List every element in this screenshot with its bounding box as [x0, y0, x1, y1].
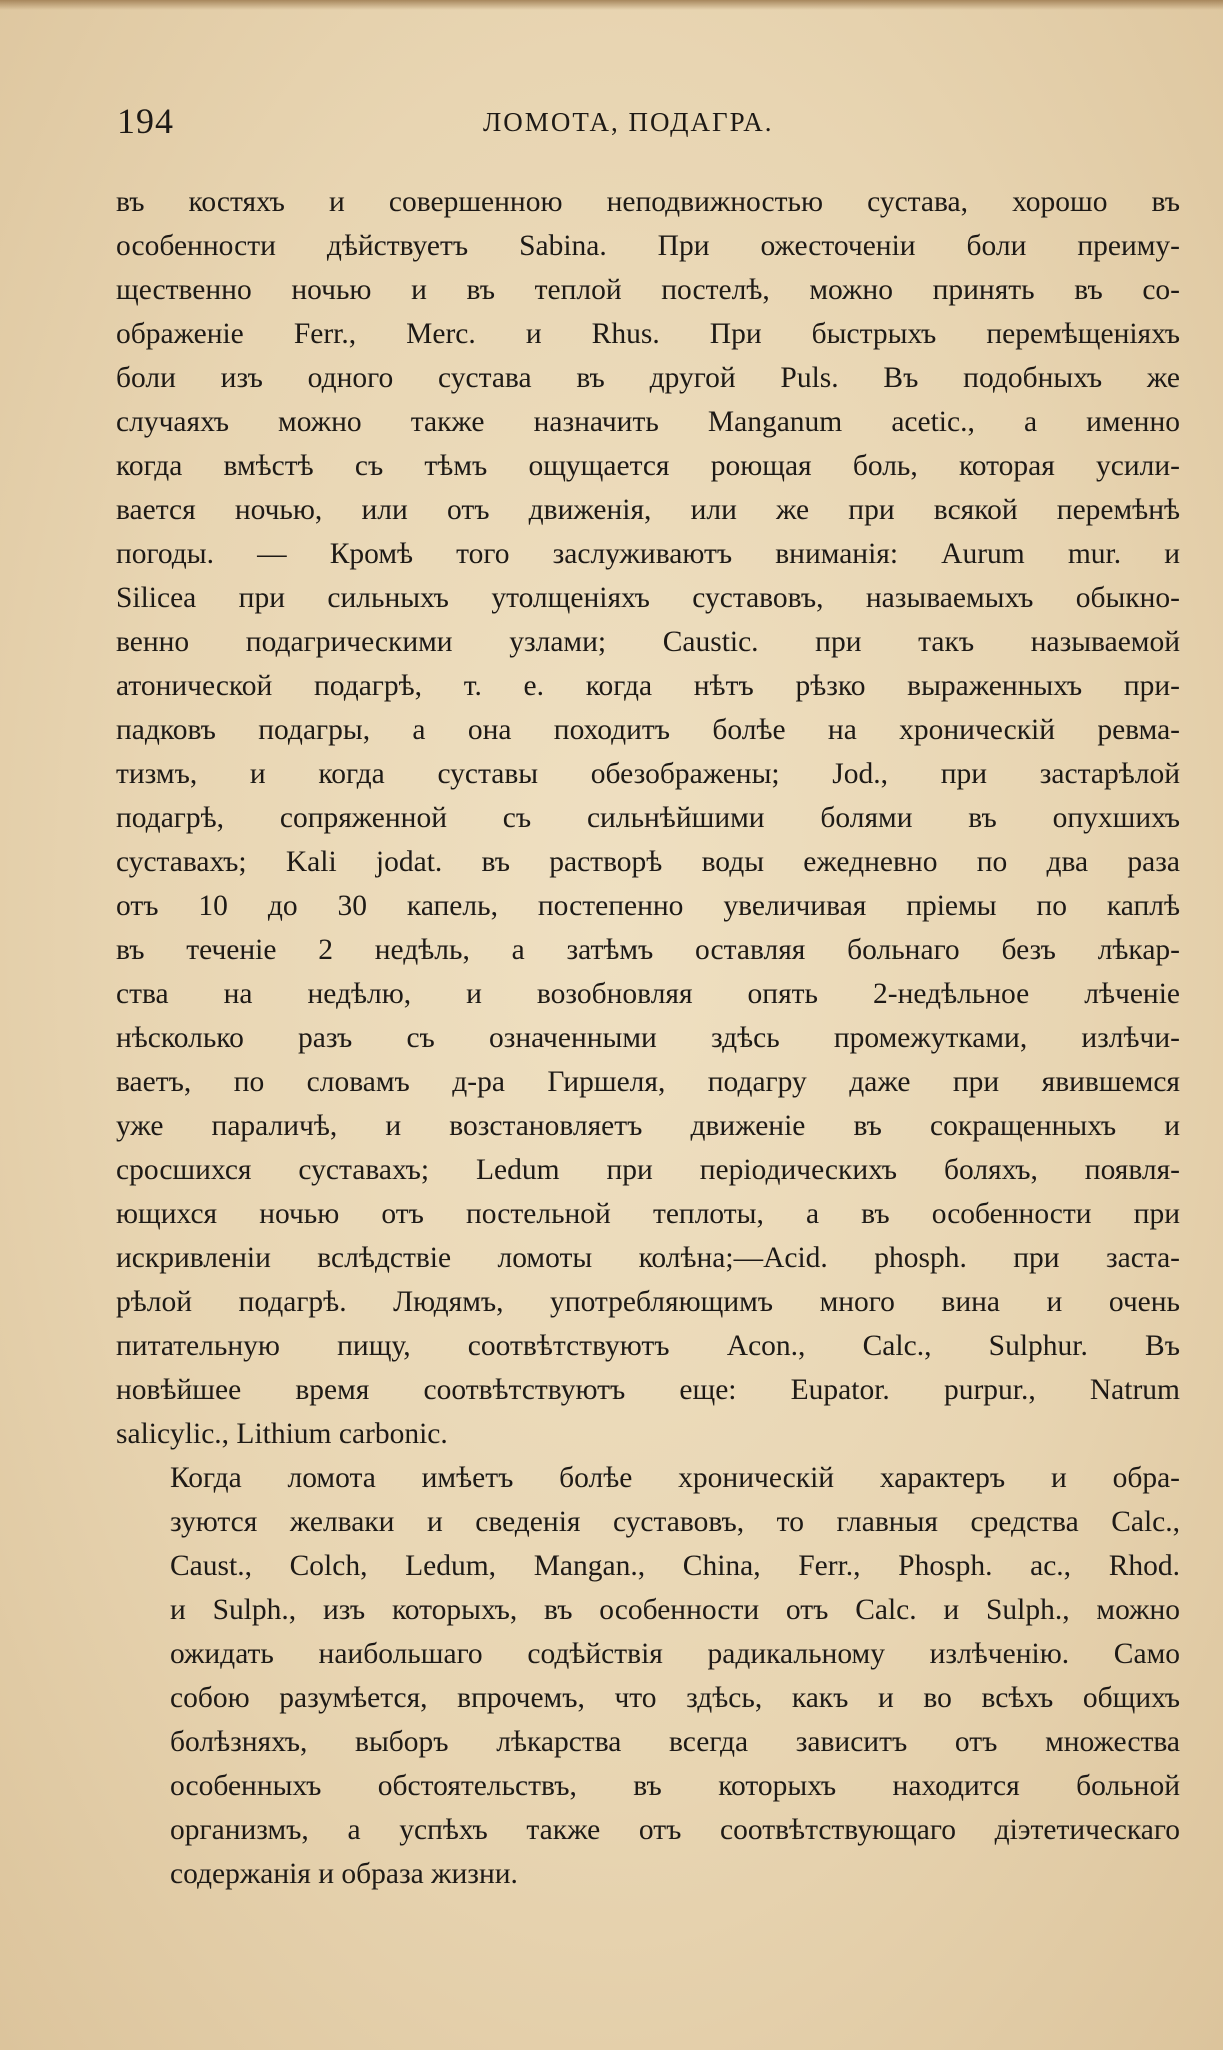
text-line: зуются желваки и сведенія суставовъ, то главныя средства Calc., — [170, 1506, 1180, 1538]
text-line: питательную пищу, соотвѣтствуютъ Acon., Calc., Sulphur. Въ — [116, 1330, 1180, 1362]
text-line: ющихся ночью отъ постельной теплоты, а въ особенности при — [116, 1198, 1180, 1230]
text-line: уже параличѣ, и возстановляетъ движеніе въ сокращенныхъ и — [116, 1110, 1180, 1142]
text-line: нѣсколько разъ съ означенными здѣсь промежутками, излѣчи- — [116, 1022, 1180, 1054]
text-line: когда вмѣстѣ съ тѣмъ ощущается роющая боль, которая усили- — [116, 450, 1180, 482]
text-line: щественно ночью и въ теплой постелѣ, можно принять въ со- — [116, 274, 1180, 306]
text-line: атонической подагрѣ, т. е. когда нѣтъ рѣзко выраженныхъ при- — [116, 670, 1180, 702]
text-line: случаяхъ можно также назначить Manganum acetic., а именно — [116, 406, 1180, 438]
text-line: новѣйшее время соотвѣтствуютъ еще: Eupator. purpur., Natrum — [116, 1374, 1180, 1406]
text-line: искривленіи вслѣдствіе ломоты колѣна;—Acid. phosph. при заста- — [116, 1242, 1180, 1274]
page-top-edge — [0, 0, 1223, 10]
text-line: тизмъ, и когда суставы обезображены; Jod., при застарѣлой — [116, 758, 1180, 790]
text-line: сросшихся суставахъ; Ledum при періодическихъ боляхъ, появля- — [116, 1154, 1180, 1186]
text-line: ства на недѣлю, и возобновляя опять 2-недѣльное лѣченіе — [116, 978, 1180, 1010]
text-line: ваетъ, по словамъ д-ра Гиршеля, подагру даже при явившемся — [116, 1066, 1180, 1098]
text-line: падковъ подагры, а она походитъ болѣе на хроническій ревма- — [116, 714, 1180, 746]
text-line: собою разумѣется, впрочемъ, что здѣсь, какъ и во всѣхъ общихъ — [170, 1682, 1180, 1714]
text-line: болѣзняхъ, выборъ лѣкарства всегда зависитъ отъ множества — [170, 1726, 1180, 1758]
text-line: рѣлой подагрѣ. Людямъ, употребляющимъ много вина и очень — [116, 1286, 1180, 1318]
running-title: ЛОМОТА, ПОДАГРА. — [483, 107, 774, 137]
text-line: особенности дѣйствуетъ Sabina. При ожесточеніи боли преиму- — [116, 230, 1180, 262]
text-line: ожидать наибольшаго содѣйствія радикальному излѣченію. Само — [170, 1638, 1180, 1670]
text-line: подагрѣ, сопряженной съ сильнѣйшими болями въ опухшихъ — [116, 802, 1180, 834]
body-text — [116, 180, 1180, 1896]
paragraph-1 — [116, 180, 1180, 1456]
text-line: особенныхъ обстоятельствъ, въ которыхъ находится больной — [170, 1770, 1180, 1802]
text-line: въ теченіе 2 недѣль, а затѣмъ оставляя больнаго безъ лѣкар- — [116, 934, 1180, 966]
text-line: salicylic., Lithium carbonic. — [116, 1418, 448, 1450]
text-line: организмъ, а успѣхъ также отъ соотвѣтствующаго діэтетическаго — [170, 1814, 1180, 1846]
text-line: содержанія и образа жизни. — [170, 1858, 518, 1890]
text-line: Caust., Colch, Ledum, Mangan., China, Ferr., Phosph. ac., Rhod. — [170, 1550, 1180, 1582]
text-line: венно подагрическими узлами; Caustic. при такъ называемой — [116, 626, 1180, 658]
text-line: суставахъ; Kali jodat. въ растворѣ воды ежедневно по два раза — [116, 846, 1180, 878]
text-line: вается ночью, или отъ движенія, или же при всякой перемѣнѣ — [116, 494, 1180, 526]
page-number: 194 — [117, 101, 174, 141]
text-line: Silicea при сильныхъ утолщеніяхъ суставовъ, называемыхъ обыкно- — [116, 582, 1180, 614]
page-header — [103, 100, 1178, 144]
text-line: въ костяхъ и совершенною неподвижностью сустава, хорошо въ — [116, 186, 1180, 218]
text-line: Когда ломота имѣетъ болѣе хроническій характеръ и обра- — [170, 1462, 1180, 1494]
text-line: ображеніе Ferr., Merc. и Rhus. При быстрыхъ перемѣщеніяхъ — [116, 318, 1180, 350]
text-line: отъ 10 до 30 капель, постепенно увеличивая пріемы по каплѣ — [116, 890, 1180, 922]
text-line: боли изъ одного сустава въ другой Puls. Въ подобныхъ же — [116, 362, 1180, 394]
text-line: погоды. — Кромѣ того заслуживаютъ вниманія: Aurum mur. и — [116, 538, 1180, 570]
text-line: и Sulph., изъ которыхъ, въ особенности отъ Calc. и Sulph., можно — [170, 1594, 1180, 1626]
paragraph-2 — [116, 1456, 1180, 1896]
